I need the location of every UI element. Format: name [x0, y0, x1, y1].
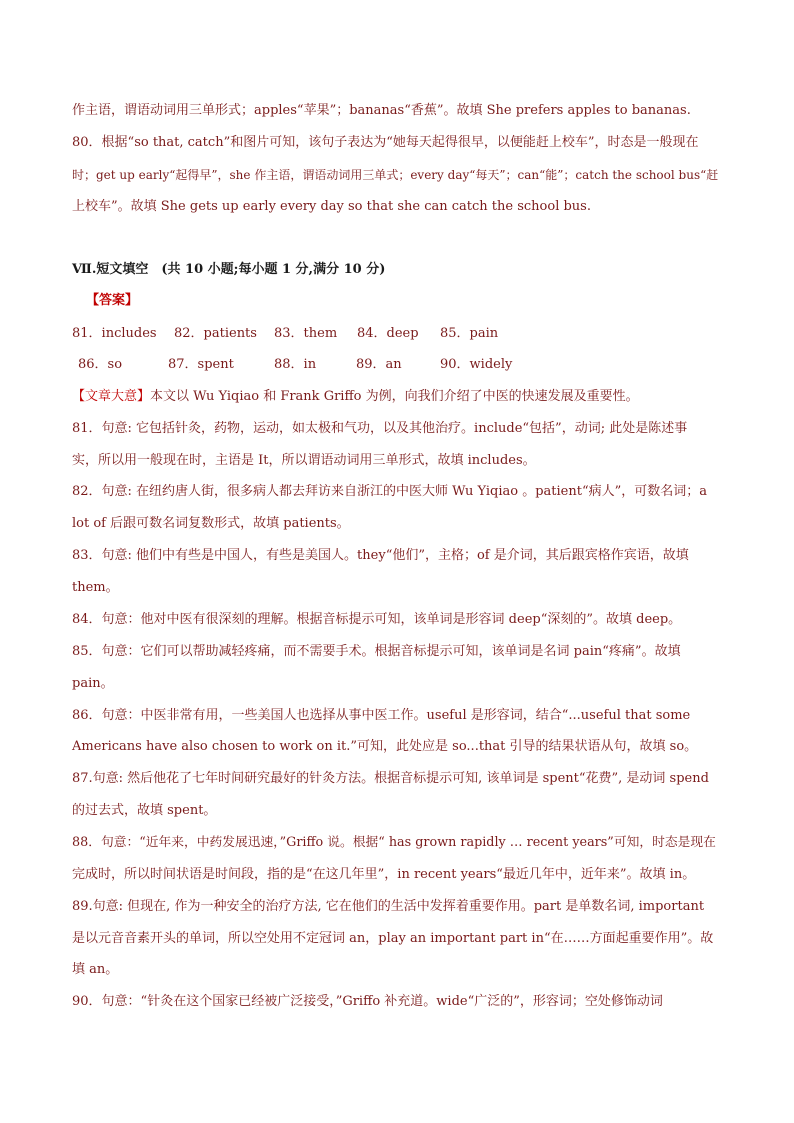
answer-item: 81．includes [72, 326, 157, 341]
summary-tag: 【文章大意】 [72, 389, 151, 404]
answer-item: 83．them [274, 326, 338, 341]
explanation-line: 88．句意：“近年来，中药发展迅速，”Griffo 说。根据“ has grown rapidly … recent years”可知，时态是现在 [72, 835, 716, 850]
explanation-line: 86．句意：中医非常有用，一些美国人也选择从事中医工作。useful 是形容词，结合“...useful that some [72, 708, 691, 723]
answer-item: 90．widely [440, 357, 513, 372]
explanation-line: 84．句意：他对中医有很深刻的理解。根据音标提示可知，该单词是形容词 deep“深刻的”。故填 deep。 [72, 612, 682, 627]
explanation-line: 填 an。 [72, 962, 119, 977]
text-line: 上校车”。故填 She gets up early every day so that she can catch the school bus. [72, 199, 591, 214]
answer-item: 85．pain [440, 326, 499, 341]
explanation-line: them。 [72, 580, 119, 595]
explanation-line: 90．句意：“针灸在这个国家已经被广泛接受，”Griffo 补充道。wide“广泛的”，形容词；空处修饰动词 [72, 994, 663, 1009]
answer-item: 88．in [274, 357, 317, 372]
explanation-line: 完成时，所以时间状语是时间段，指的是“在这几年里”，in recent years“最近几年中，近年来”。故填 in。 [72, 867, 696, 882]
explanation-line: 83．句意: 他们中有些是中国人，有些是美国人。they“他们”，主格；of 是介词，其后跟宾格作宾语，故填 [72, 548, 689, 563]
explanation-line: 87.句意: 然后他花了七年时间研究最好的针灸方法。根据音标提示可知, 该单词是 spent“花费”, 是动词 spend [72, 771, 709, 786]
explanation-line: lot of 后跟可数名词复数形式，故填 patients。 [72, 516, 350, 531]
answer-item: 86．so [78, 357, 123, 372]
answer-tag: 【答案】 [86, 293, 139, 308]
explanation-line: 81．句意: 它包括针灸，药物，运动，如太极和气功，以及其他治疗。include“包括”，动词; 此处是陈述事 [72, 421, 688, 436]
explanation-line: 82．句意: 在纽约唐人街，很多病人都去拜访来自浙江的中医大师 Wu Yiqiao 。patient“病人”，可数名词；a [72, 484, 708, 499]
summary-line [72, 388, 724, 406]
summary-text: 本文以 Wu Yiqiao 和 Frank Griffo 为例，向我们介绍了中医的快速发展及重要性。 [150, 389, 639, 404]
text-line: 作主语，谓语动词用三单形式；apples“苹果”；bananas“香蕉”。故填 She prefers apples to bananas. [72, 103, 691, 118]
answer-item: 89．an [356, 357, 402, 372]
explanation-line: pain。 [72, 676, 114, 691]
answer-item: 82．patients [174, 326, 257, 341]
text-line: 时；get up early“起得早”，she 作主语，谓语动词用三单式；every day“每天”；can“能”；catch the school bus“赶 [72, 168, 719, 182]
explanation-line: 89.句意: 但现在, 作为一种安全的治疗方法, 它在他们的生活中发挥着重要作用。part 是单数名词, important [72, 899, 705, 914]
answer-item: 84．deep [357, 326, 419, 341]
text-line: 80．根据“so that, catch”和图片可知，该句子表达为“她每天起得很早，以便能赶上校车”，时态是一般现在 [72, 135, 699, 150]
explanation-line: 是以元音音素开头的单词，所以空处用不定冠词 an，play an important part in“在……方面起重要作用”。故 [72, 931, 714, 946]
answer-item: 87．spent [168, 357, 234, 372]
explanation-line: Americans have also chosen to work on it.”可知，此处应是 so...that 引导的结果状语从句，故填 so。 [72, 739, 698, 754]
explanation-line: 实，所以用一般现在时，主语是 It，所以谓语动词用三单形式，故填 includes。 [72, 453, 536, 468]
explanation-line: 的过去式，故填 spent。 [72, 803, 217, 818]
section-heading: Ⅶ.短文填空 (共 10 小题;每小题 1 分,满分 10 分) [72, 262, 386, 277]
explanation-line: 85．句意：它们可以帮助减轻疼痛，而不需要手术。根据音标提示可知，该单词是名词 pain“疼痛”。故填 [72, 644, 681, 659]
